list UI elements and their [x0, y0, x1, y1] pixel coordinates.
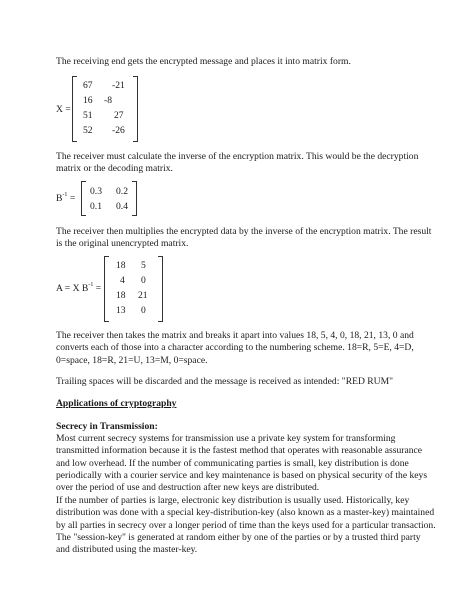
- matrix-cell: -21: [112, 80, 125, 91]
- matrix-cell: 0.4: [116, 201, 128, 212]
- matrix-cell: 13: [116, 305, 126, 316]
- matrix-x-left-bracket: [72, 76, 77, 142]
- section-heading: Applications of cryptography: [56, 398, 177, 409]
- matrix-cell: 0.2: [116, 186, 128, 197]
- matrix-cell: 18: [116, 290, 126, 301]
- matrix-x-label: X =: [56, 104, 71, 115]
- matrix-a-right-bracket: [158, 256, 163, 322]
- paragraph-receiving-end: The receiving end gets the encrypted message and places it into matrix form.: [56, 56, 351, 67]
- matrix-a-left-bracket: [104, 256, 109, 322]
- matrix-cell: 0: [141, 275, 146, 286]
- matrix-b-inverse: [56, 181, 176, 217]
- matrix-cell: 18: [116, 260, 126, 271]
- paragraph-multiply: The receiver then multiplies the encrypted data by the inverse of the encryption matrix. The result is the original unencrypted matrix.: [56, 226, 432, 250]
- matrix-cell: 0: [141, 305, 146, 316]
- paragraph-trailing-spaces: Trailing spaces will be discarded and the message is received as intended: "RED RUM": [56, 376, 394, 387]
- matrix-cell: -26: [112, 125, 125, 136]
- matrix-b-left-bracket: [81, 181, 86, 216]
- matrix-cell: 52: [83, 125, 93, 136]
- matrix-cell: 0.3: [90, 186, 102, 197]
- matrix-b-right-bracket: [132, 181, 137, 216]
- matrix-cell: 27: [114, 110, 124, 121]
- matrix-a-label: A = X $B^{-1}$ =: [56, 282, 102, 294]
- paragraph-inverse: The receiver must calculate the inverse of the encryption matrix. This would be the decryption matrix or the decoding matrix.: [56, 151, 419, 175]
- matrix-cell: 67: [83, 80, 93, 91]
- matrix-cell: 5: [141, 260, 146, 271]
- paragraph-breaks-apart: The receiver then takes the matrix and breaks it apart into values 18, 5, 4, 0, 18, 21, 13, 0 and converts each of those into a character according to the numbering scheme. 18=R, 5=E, 4=D, 0=space, 18=R, 21=U, 13=M, 0=space.: [56, 330, 414, 366]
- matrix-b-inverse-label: $B^{-1}$ =: [56, 192, 76, 204]
- paragraph-secrecy: Most current secrecy systems for transmission use a private key system for transforming transmitted information because it is the fastest method that operates with reasonable assurance and low overhead. If the number of communicating parties is small, key distribution is done periodically with a courier service and key maintenance is based on physical security of the keys over the period of use and destruction after new keys are distributed.: [56, 433, 428, 494]
- subsection-heading: Secrecy in Transmission:: [56, 421, 158, 432]
- paragraph-electronic-key: If the number of parties is large, electronic key distribution is usually used. Historically, key distribution was done with a special key-distribution-key (also known as a master-key) maintained by all parties in secrecy over a longer period of time than the keys used for a particular transaction. The "session-key" is generated at random either by one of the parties or by a trusted third party and distributed using the master-key.: [56, 495, 436, 556]
- matrix-cell: 21: [138, 290, 148, 301]
- matrix-x-right-bracket: [133, 76, 138, 142]
- matrix-cell: 51: [83, 110, 93, 121]
- matrix-cell: -8: [104, 95, 112, 106]
- matrix-cell: 16: [83, 95, 93, 106]
- matrix-a: [56, 256, 186, 322]
- matrix-cell: 4: [120, 275, 125, 286]
- matrix-cell: 0.1: [90, 201, 102, 212]
- matrix-x: [56, 76, 176, 142]
